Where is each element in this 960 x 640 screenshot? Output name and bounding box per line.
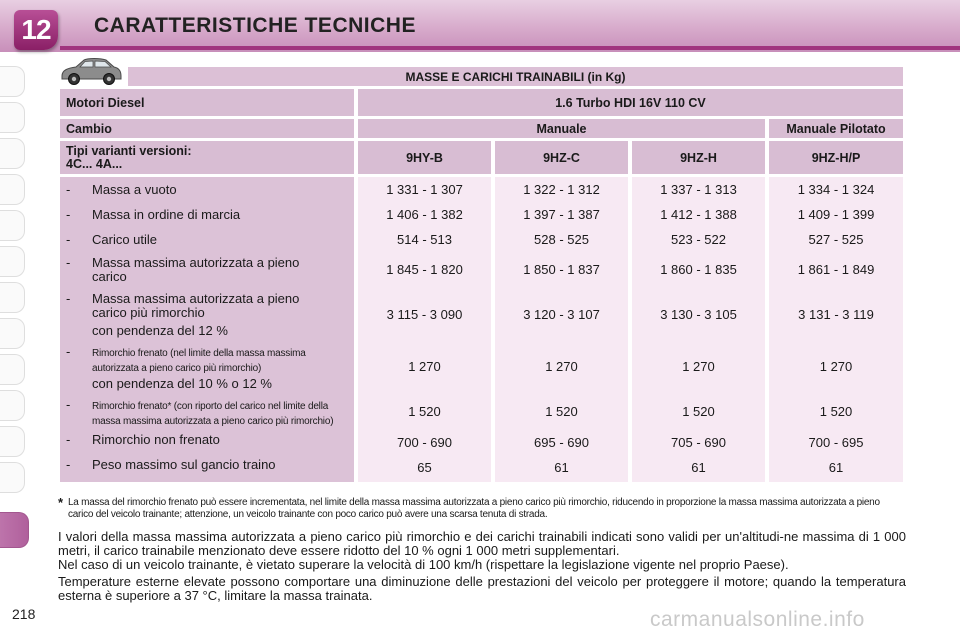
table-cell: 527 - 525 [808, 232, 864, 247]
gearbox-label: Cambio [60, 119, 354, 138]
engines-label: Motori Diesel [60, 89, 354, 116]
altitude-paragraph: I valori della massa massima autorizzata a pieno carico più rimorchio e dei carichi trainabili indicati sono validi per un'altitudi-ne massima di 1 000 metri, il carico trainabile menzionato deve essere ridotto del 10 % ogni 1 000 metri supplementari. [58, 529, 906, 558]
table-cell: 3 131 - 3 119 [798, 307, 874, 322]
table-cell: 695 - 690 [534, 435, 589, 450]
chapter-tab[interactable] [0, 174, 25, 205]
chapter-tab-active[interactable] [0, 512, 29, 548]
table-cell: 1 409 - 1 399 [797, 207, 875, 222]
table-cell: 514 - 513 [397, 232, 452, 247]
table-cell: 61 [828, 460, 844, 475]
table-cell: 61 [554, 460, 569, 475]
watermark: carmanualsonline.info [650, 608, 865, 631]
page-number: 218 [12, 606, 36, 622]
chapter-tab[interactable] [0, 390, 25, 421]
gearbox-manual: Manuale [358, 119, 765, 138]
variant-values-column [769, 177, 903, 482]
page-title: CARATTERISTICHE TECNICHE [94, 14, 416, 37]
variant-header: 9HZ-H/P [769, 141, 903, 174]
table-row-label: - Massa massima autorizzata a pieno carico [66, 255, 300, 284]
variant-header: 9HZ-H [632, 141, 765, 174]
table-cell: 1 270 [682, 359, 715, 374]
chapter-badge: 12 [14, 10, 58, 50]
chapter-tab[interactable] [0, 210, 25, 241]
table-row-label: - Rimorchio non frenato [66, 432, 220, 447]
table-cell: 1 520 [819, 404, 853, 419]
table-row-label: - Rimorchio frenato* (con riporto del carico nel limite della massa massima autorizzata a pieno carico più rimorchio) [66, 397, 334, 427]
table-cell: 3 130 - 3 105 [660, 307, 737, 322]
table-row-label: - Carico utile [66, 232, 158, 247]
table-cell: 1 337 - 1 313 [660, 182, 737, 197]
variant-values-column [358, 177, 491, 482]
table-cell: 61 [691, 460, 706, 475]
gearbox-pilot: Manuale Pilotato [769, 119, 903, 138]
chapter-tab[interactable] [0, 138, 25, 169]
chapter-tab-strip [0, 60, 40, 620]
table-caption: MASSE E CARICHI TRAINABILI (in Kg) [128, 67, 903, 86]
table-cell: 1 520 [545, 404, 578, 419]
table-cell: 523 - 522 [671, 232, 726, 247]
variant-values-column [632, 177, 765, 482]
footnote-text: La massa del rimorchio frenato può essere incrementata, nel limite della massa massima autorizzata a pieno carico più rimorchio, riducendo in proporzione la massa massima autorizzata a pieno carico del veicolo trainante; attenzione, un veicolo trainante con poco carico può avere una scarsa tenuta di strada. [68, 497, 880, 520]
table-cell: 3 115 - 3 090 [386, 307, 463, 322]
table-cell: 1 860 - 1 835 [660, 262, 737, 277]
table-row-label: - Massa in ordine di marcia [66, 207, 241, 222]
variant-header: 9HZ-C [495, 141, 628, 174]
table-cell: 1 270 [545, 359, 578, 374]
table-cell: 700 - 695 [808, 435, 864, 450]
table-cell: 65 [417, 460, 432, 475]
table-cell: 1 331 - 1 307 [386, 182, 463, 197]
chapter-tab[interactable] [0, 282, 25, 313]
table-cell: 1 334 - 1 324 [797, 182, 875, 197]
variants-label: Tipi varianti versioni: 4C... 4A... [60, 141, 354, 174]
variant-header: 9HY-B [358, 141, 491, 174]
table-cell: 700 - 690 [397, 435, 452, 450]
table-cell: 1 322 - 1 312 [523, 182, 600, 197]
chapter-tab[interactable] [0, 66, 25, 97]
table-cell: 1 270 [408, 359, 441, 374]
table-cell: 1 520 [408, 404, 441, 419]
speed-paragraph: Nel caso di un veicolo trainante, è vietato superare la velocità di 100 km/h (rispettare la legislazione vigente nel proprio Paese). [58, 557, 789, 572]
engine-value: 1.6 Turbo HDI 16V 110 CV [358, 89, 903, 116]
table-cell: 1 845 - 1 820 [386, 262, 463, 277]
variant-values-column [495, 177, 628, 482]
table-cell: 1 397 - 1 387 [523, 207, 600, 222]
table-cell: 1 406 - 1 382 [386, 207, 463, 222]
footnote-star: * [58, 495, 63, 510]
table-row-label: - Rimorchio frenato (nel limite della massa massima autorizzata a pieno carico più rimorchio) con pendenza del 10 % o 12 % [66, 344, 306, 391]
chapter-tab[interactable] [0, 246, 25, 277]
chapter-tab[interactable] [0, 318, 25, 349]
table-cell: 1 850 - 1 837 [523, 262, 600, 277]
masses-table [56, 64, 907, 485]
table-cell: 1 520 [682, 404, 715, 419]
table-cell: 1 270 [819, 359, 853, 374]
chapter-tab[interactable] [0, 354, 25, 385]
table-cell: 3 120 - 3 107 [523, 307, 600, 322]
table-cell: 528 - 525 [534, 232, 589, 247]
header-rule [60, 46, 960, 50]
footnote [58, 497, 906, 521]
table-row-label: - Peso massimo sul gancio traino [66, 457, 276, 472]
row-labels-column [60, 177, 354, 482]
table-cell: 1 861 - 1 849 [797, 262, 875, 277]
chapter-tab[interactable] [0, 426, 25, 457]
chapter-tab[interactable] [0, 462, 25, 493]
table-row-label: - Massa a vuoto [66, 182, 177, 197]
table-cell: 1 412 - 1 388 [660, 207, 737, 222]
table-cell: 705 - 690 [671, 435, 726, 450]
temperature-paragraph: Temperature esterne elevate possono comportare una diminuzione delle prestazioni del veicolo per proteggere il motore; quando la temperatura esterna è superiore a 37 °C, limitare la massa trainata. [58, 574, 906, 603]
table-row-label: - Massa massima autorizzata a pieno carico più rimorchio con pendenza del 12 % [66, 291, 300, 338]
chapter-tab[interactable] [0, 102, 25, 133]
